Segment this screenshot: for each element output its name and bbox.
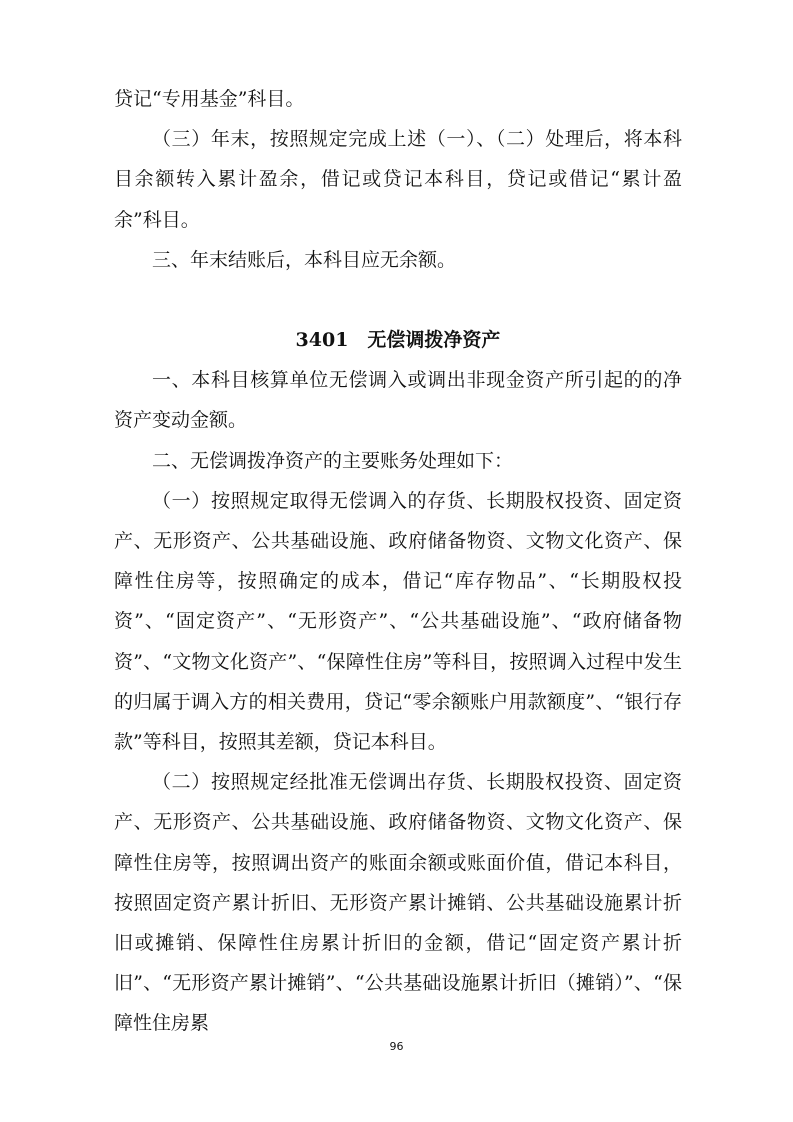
paragraph-main-entries: 二、无偿调拨净资产的主要账务处理如下： bbox=[152, 449, 514, 472]
section-heading: 3401 无偿调拨净资产 bbox=[295, 329, 501, 352]
paragraph-scope: 一、本科目核算单位无偿调入或调出非现金资产所引起的的净资产变动金额。 bbox=[114, 369, 682, 432]
document-body bbox=[114, 79, 682, 1044]
paragraph-transfer-out: （二）按照规定经批准无偿调出存货、长期股权投资、固定资产、无形资产、公共基础设施、政府储备物资、文物文化资产、保障性住房等，按照调出资产的账面余额或账面价值，借记本科目，按照固定资产累计折旧、无形资产累计摊销、公共基础设施累计折旧或摊销、保障性住房累计折旧的金额，借记“固定资产累计折旧”、“无形资产累计摊销”、“公共基础设施累计折旧（摊销）”、“保障性住房累 bbox=[114, 771, 682, 1035]
paragraph-no-balance: 三、年末结账后，本科目应无余额。 bbox=[152, 248, 457, 271]
page-number: 96 bbox=[389, 1040, 404, 1053]
paragraph-carryover: 贷记“专用基金”科目。 bbox=[114, 88, 305, 110]
paragraph-transfer-in: （一）按照规定取得无偿调入的存货、长期股权投资、固定资产、无形资产、公共基础设施、政府储备物资、文物文化资产、保障性住房等，按照确定的成本，借记“库存物品”、“长期股权投资”、“固定资产”、“无形资产”、“公共基础设施”、“政府储备物资”、“文物文化资产”、“保障性住房”等科目，按照调入过程中发生的归属于调入方的相关费用，贷记“零余额账户用款额度”、“银行存款”等科目，按照其差额，贷记本科目。 bbox=[114, 489, 682, 754]
paragraph-year-end-transfer: （三）年末，按照规定完成上述（一）、（二）处理后，将本科目余额转入累计盈余，借记或贷记本科目，贷记或借记“累计盈余”科目。 bbox=[114, 128, 682, 231]
